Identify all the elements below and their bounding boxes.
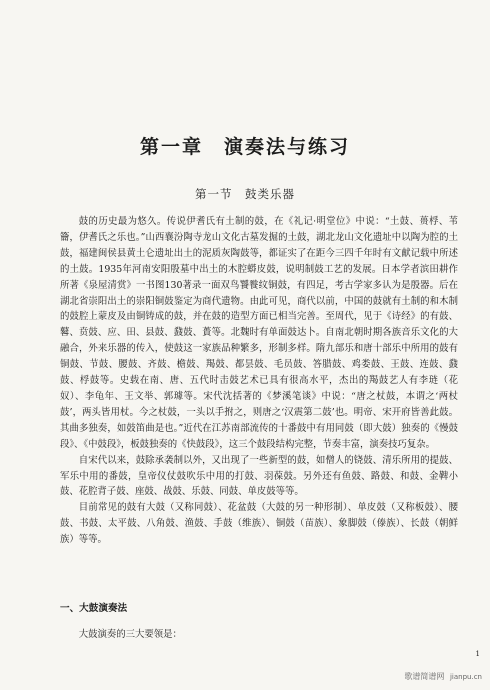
- watermark-text: 歌谱简谱网: [404, 672, 445, 681]
- chapter-title: 第一章 演奏法与练习: [139, 136, 350, 158]
- subsection-text: 大鼓演奏的三大要领是：: [78, 629, 182, 640]
- watermark: [404, 671, 482, 682]
- body-text: [60, 214, 458, 548]
- paragraph: 目前常见的鼓有大鼓（又称同鼓）、花盆鼓（大鼓的另一种形制）、单皮鼓（又称板鼓）、腰鼓、书鼓、太平鼓、八角鼓、渔鼓、手鼓（维族）、铜鼓（苗族）、象脚鼓（傣族）、长鼓（朝鲜族）等等。: [60, 502, 458, 546]
- paragraph: 鼓的历史最为悠久。传说伊耆氏有土制的鼓，在《礼记·明堂位》中说：“土鼓、蒉桴、苇籥，伊耆氏之乐也。”山西襄汾陶寺龙山文化古墓发掘的土鼓，湖北龙山文化遗址中以陶为腔的土鼓，福建闽侯县黄土仑遗址出土的泥质灰陶鼓等，都证实了在距今三四千年时有文献记载中所述的土鼓。1935年河南安阳殷墓中出土的木腔蟒皮鼓，说明制鼓工艺的发展。日本学者滨田耕作所著《泉屋清赏》一书图130著录一面双鸟饕餮纹铜鼓，有四足，考古学家多认为是殷器。后在湖北省崇阳出土的崇阳铜鼓鉴定为商代遗物。由此可见，商代以前，中国的鼓就有土制的和木制的鼓腔上蒙皮及由铜铸成的鼓，并在鼓的造型方面已相当完善。至周代，见于《诗经》的有鼓、鼛、贲鼓、应、田、县鼓、鼗鼓、蕢等。北魏时有单面鼓达卜。自南北朝时期各族音乐文化的大融合，外来乐器的传入，使鼓这一家族品种繁多，形制多样。隋九部乐和唐十部乐中所用的鼓有铜鼓、节鼓、腰鼓、齐鼓、檐鼓、羯鼓、都昙鼓、毛员鼓、答腊鼓、鸡娄鼓、王鼓、连鼓、鼗鼓、桴鼓等。史载在南、唐、五代时击鼓艺术已具有很高水平，杰出的羯鼓艺人有李琏（花奴）、李龟年、王文举、郭璩等。宋代沈括著的《梦溪笔谈》中说：“唐之杖鼓，本谓之‘两杖鼓’，两头皆用杖。今之杖鼓，一头以手拊之，则唐之‘汉震第二鼓’也。明帝、宋开府皆善此鼓。其曲多独奏，如鼓笛曲是也。”近代在江苏南部流传的十番鼓中有用同鼓（即大鼓）独奏的《慢鼓段》、《中鼓段》，板鼓独奏的《快鼓段》，这三个鼓段结构完整，节奏丰富，演奏技巧复杂。: [60, 216, 458, 450]
- section-title: 第一节 鼓类乐器: [195, 187, 295, 201]
- paragraph: 自宋代以来，鼓除承袭制以外，又出现了一些新型的鼓，如僧人的铙鼓、清乐所用的提鼓、军乐中用的番鼓，皇帝仪仗鼓吹乐中用的打鼓、羽葆鼓。另外还有鱼鼓、路鼓、和鼓、金鞞小鼓、花腔背子鼓、座鼓、战鼓、乐鼓、同鼓、单皮鼓等等。: [60, 454, 458, 498]
- page-number: 1: [475, 650, 480, 658]
- subsection-heading: 一、大鼓演奏法: [60, 603, 128, 614]
- watermark-url: jianpu.cn: [449, 673, 482, 681]
